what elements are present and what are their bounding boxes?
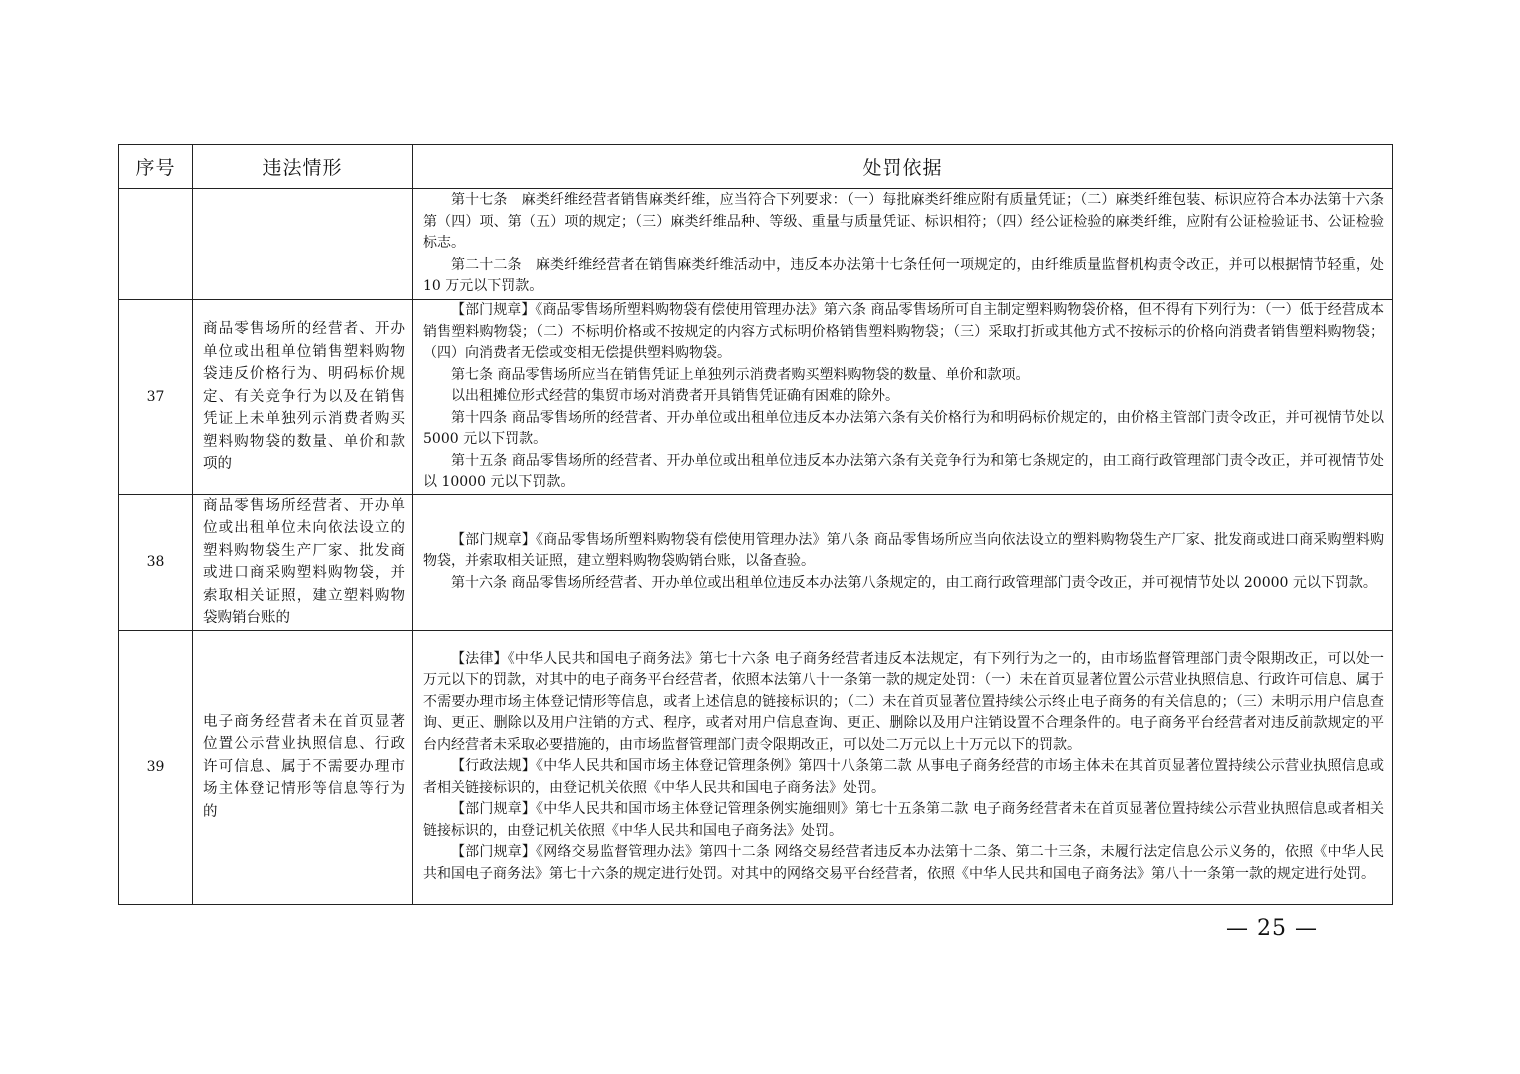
- basis-paragraph: 【行政法规】《中华人民共和国市场主体登记管理条例》第四十八条第二款 从事电子商务经营的市场主体未在其首页显著位置持续公示营业执照信息或者相关链接标识的，由登记机关依照《中华人民共和国电子商务法》处罚。: [423, 758, 1384, 796]
- row-case: 商品零售场所经营者、开办单位或出租单位未向依法设立的塑料购物袋生产厂家、批发商或进口商采购塑料购物袋，并索取相关证照，建立塑料购物袋购销台账的: [193, 494, 413, 630]
- table-row: [119, 494, 1393, 630]
- basis-paragraph: 以出租摊位形式经营的集贸市场对消费者开具销售凭证确有困难的除外。: [451, 388, 899, 404]
- row-basis: [413, 494, 1393, 630]
- basis-paragraph: 【部门规章】《网络交易监督管理办法》第四十二条 网络交易经营者违反本办法第十二条、第二十三条，未履行法定信息公示义务的，依照《中华人民共和国电子商务法》第七十六条的规定进行处罚。对其中的网络交易平台经营者，依照《中华人民共和国电子商务法》第八十一条第一款的规定进行处罚。: [423, 844, 1384, 882]
- page-number: — 25 —: [1226, 916, 1318, 941]
- header-number: 序号: [119, 145, 193, 189]
- regulation-table: [118, 144, 1393, 905]
- basis-paragraph: 【法律】《中华人民共和国电子商务法》第七十六条 电子商务经营者违反本法规定，有下列行为之一的，由市场监督管理部门责令限期改正，可以处一万元以下的罚款，对其中的电子商务平台经营者，依照本法第八十一条第一款的规定处罚：（一）未在首页显著位置公示营业执照信息、行政许可信息、属于不需要办理市场主体登记情形等信息，或者上述信息的链接标识的；（二）未在首页显著位置持续公示终止电子商务的有关信息的；（三）未明示用户信息查询、更正、删除以及用户注销的方式、程序，或者对用户信息查询、更正、删除以及用户注销设置不合理条件的。电子商务平台经营者对违反前款规定的平台内经营者未采取必要措施的，由市场监督管理部门责令限期改正，可以处二万元以上十万元以下的罚款。: [423, 650, 1384, 753]
- basis-paragraph: 第七条 商品零售场所应当在销售凭证上单独列示消费者购买塑料购物袋的数量、单价和款项。: [451, 366, 1030, 383]
- header-basis: 处罚依据: [413, 145, 1393, 189]
- row-basis: [413, 300, 1393, 495]
- row-case: [193, 189, 413, 300]
- table-header-row: [119, 145, 1393, 189]
- basis-paragraph: 【部门规章】《商品零售场所塑料购物袋有偿使用管理办法》第六条 商品零售场所可自主制定塑料购物袋价格，但不得有下列行为：（一）低于经营成本销售塑料购物袋；（二）不标明价格或不按规定的内容方式标明价格销售塑料购物袋；（三）采取打折或其他方式不按标示的价格向消费者销售塑料购物袋；（四）向消费者无偿或变相无偿提供塑料购物袋。: [423, 302, 1384, 361]
- basis-paragraph: 第十六条 商品零售场所经营者、开办单位或出租单位违反本办法第八条规定的，由工商行政管理部门责令改正，并可视情节处以 20000 元以下罚款。: [451, 574, 1377, 591]
- basis-paragraph: 第十七条 麻类纤维经营者销售麻类纤维，应当符合下列要求：（一）每批麻类纤维应附有质量凭证；（二）麻类纤维包装、标识应符合本办法第十六条第（四）项、第（五）项的规定；（三）麻类纤维品种、等级、重量与质量凭证、标识相符；（四）经公证检验的麻类纤维，应附有公证检验证书、公证检验标志。: [423, 192, 1384, 252]
- table-row: [119, 189, 1393, 300]
- basis-paragraph: 【部门规章】《中华人民共和国市场主体登记管理条例实施细则》第七十五条第二款 电子商务经营者未在首页显著位置持续公示营业执照信息或者相关链接标识的，由登记机关依照《中华人民共和国电子商务法》处罚。: [423, 801, 1384, 839]
- row-number: 37: [119, 300, 193, 495]
- row-case: 电子商务经营者未在首页显著位置公示营业执照信息、行政许可信息、属于不需要办理市场主体登记情形等信息等行为的: [193, 630, 413, 904]
- row-number: 38: [119, 494, 193, 630]
- basis-paragraph: 第二十二条 麻类纤维经营者在销售麻类纤维活动中，违反本办法第十七条任何一项规定的，由纤维质量监督机构责令改正，并可以根据情节轻重，处 10 万元以下罚款。: [423, 256, 1384, 295]
- row-case: 商品零售场所的经营者、开办单位或出租单位销售塑料购物袋违反价格行为、明码标价规定、有关竞争行为以及在销售凭证上未单独列示消费者购买塑料购物袋的数量、单价和款项的: [193, 300, 413, 495]
- row-number: [119, 189, 193, 300]
- row-basis: [413, 189, 1393, 300]
- basis-paragraph: 【部门规章】《商品零售场所塑料购物袋有偿使用管理办法》第八条 商品零售场所应当向依法设立的塑料购物袋生产厂家、批发商或进口商采购塑料购物袋，并索取相关证照，建立塑料购物袋购销台账，以备查验。: [423, 531, 1384, 570]
- row-basis: [413, 630, 1393, 904]
- basis-paragraph: 第十四条 商品零售场所的经营者、开办单位或出租单位违反本办法第六条有关价格行为和明码标价规定的，由价格主管部门责令改正，并可视情节处以 5000 元以下罚款。: [423, 409, 1384, 447]
- row-number: 39: [119, 630, 193, 904]
- basis-paragraph: 第十五条 商品零售场所的经营者、开办单位或出租单位违反本办法第六条有关竞争行为和第七条规定的，由工商行政管理部门责令改正，并可视情节处以 10000 元以下罚款。: [423, 452, 1384, 490]
- header-case: 违法情形: [193, 145, 413, 189]
- table-row: [119, 300, 1393, 495]
- table-row: [119, 630, 1393, 904]
